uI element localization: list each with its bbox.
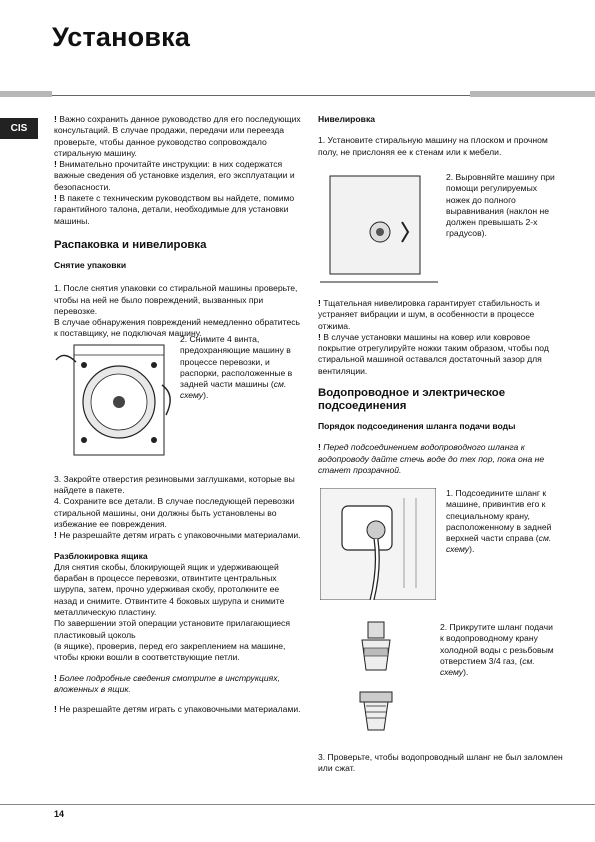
intro-note-1: ! Важно сохранить данное руководство для его последующих консультаций. В случае продажи, передачи или переезда проверьте, чтобы данное руководство сопровождало стиральную машину.	[54, 114, 301, 158]
right-column	[318, 114, 563, 158]
hose-step-1: 1. Подсоедините шланг к машине, привинтив его к специальному крану, расположенному в задней верхней части справа (см. схему).	[446, 488, 552, 555]
unpack-step-1: 1. После снятия упаковки со стиральной машины проверьте, чтобы на ней не было повреждений, вызванных при перевозке.	[54, 283, 298, 316]
level-step-1: 1. Установите стиральную машину на плоском и прочном полу, не прислоняя ее к стенам или к мебели.	[318, 135, 548, 157]
intro-note-3: ! В пакете с техническим руководством вы найдете, помимо гарантийного талона, детали, необходимые для установки машины.	[54, 193, 295, 226]
unpack-warning: ! Не разрешайте детям играть с упаковочными материалами.	[54, 530, 301, 541]
unpack-step-4: 4. Сохраните все детали. В случае последующей перевозки стиральной машины, они должны быть установлены во избежание ее повреждения.	[54, 496, 295, 529]
washer-back-illustration	[54, 340, 176, 462]
header-bar-left	[0, 91, 52, 97]
page-title: Установка	[52, 22, 191, 52]
unpack-step-3: 3. Закройте отверстия резиновыми заглушками, которые вы найдете в пакете.	[54, 473, 295, 496]
hose-step-3: 3. Проверьте, чтобы водопроводный шланг не был заломлен или сжат.	[318, 752, 563, 774]
unlock-text-3: (в ящике), проверив, перед его закреплением на машине, чтобы крюки вошли в соответствующие петли.	[54, 640, 286, 663]
level-note-2: ! В случае установки машины на ковер или ковровое покрытие отрегулируйте ножки таким образом, чтобы под стиральной машиной оставался достаточный зазор для вентиляции.	[318, 331, 549, 376]
unlock-text-1: Для снятия скобы, блокирующей ящик и удерживающей барабан в процессе перевозки, отвинтите центральных шурупа, затем, прочно удерживая скобу, протолкните ее назад и снимите. Отвинтите 4 боковых шурупа и снимите металлическую пластину.	[54, 561, 285, 618]
level-step-2: 2. Выровняйте машину при помощи регулируемых ножек до полного выравнивания (наклон не должен превышать 2-х градусов).	[446, 172, 555, 239]
subheading-leveling: Нивелировка	[318, 114, 376, 124]
footer-divider	[0, 804, 595, 805]
language-tab: CIS	[0, 118, 38, 139]
washer-foot-illustration	[320, 174, 438, 286]
right-column-lower	[318, 298, 563, 476]
hose-machine-illustration	[320, 488, 436, 600]
unlock-warning: ! Не разрешайте детям играть с упаковочными материалами.	[54, 704, 301, 715]
intro-note-2: ! Внимательно прочитайте инструкции: в них содержатся важные сведения об установке изделия, его эксплуатации и безопасности.	[54, 159, 295, 192]
subheading-hose-connection: Порядок подсоединения шланга подачи воды	[318, 421, 516, 432]
header-bar-right	[470, 91, 595, 97]
hose-step-2: 2. Прикрутите шланг подачи к водопроводному крану холодной воды с резьбовым отверстием 3/4 газ, (см. схему).	[440, 622, 554, 678]
unlock-note: ! Более подробные сведения смотрите в инструкциях, вложенных в ящик.	[54, 672, 280, 694]
section-heading-unpacking: Распаковка и нивелировка	[54, 238, 207, 251]
subheading-unlock-box: Разблокировка ящика	[54, 550, 148, 561]
unlock-text-2: По завершении этой операции установите прилагающиеся пластиковый цоколь	[54, 618, 290, 640]
section-heading-connections: Водопроводное и электрическое подсоединения	[318, 387, 506, 413]
hose-warning: ! Перед подсоединением водопроводного шланга к водопроводу дайте стечь воде до тех пор, пока она не станет прозрачной.	[318, 442, 545, 475]
tap-connector-illustration	[346, 620, 406, 740]
unpack-step-2: 2. Снимите 4 винта, предохраняющие машину в процессе перевозки, и распорки, расположенные в задней части машины (см. схему).	[180, 334, 293, 401]
level-note-1: ! Тщательная нивелировка гарантирует стабильность и устраняет вибрации и шум, в особенности в процессе отжима.	[318, 298, 540, 331]
unpack-step-1b: В случае обнаружения повреждений немедленно обратитесь к поставщику, не подключая машину.	[54, 317, 300, 339]
page-number: 14	[54, 809, 65, 819]
header-divider	[52, 95, 470, 96]
subheading-remove-packaging: Снятие упаковки	[54, 259, 127, 270]
